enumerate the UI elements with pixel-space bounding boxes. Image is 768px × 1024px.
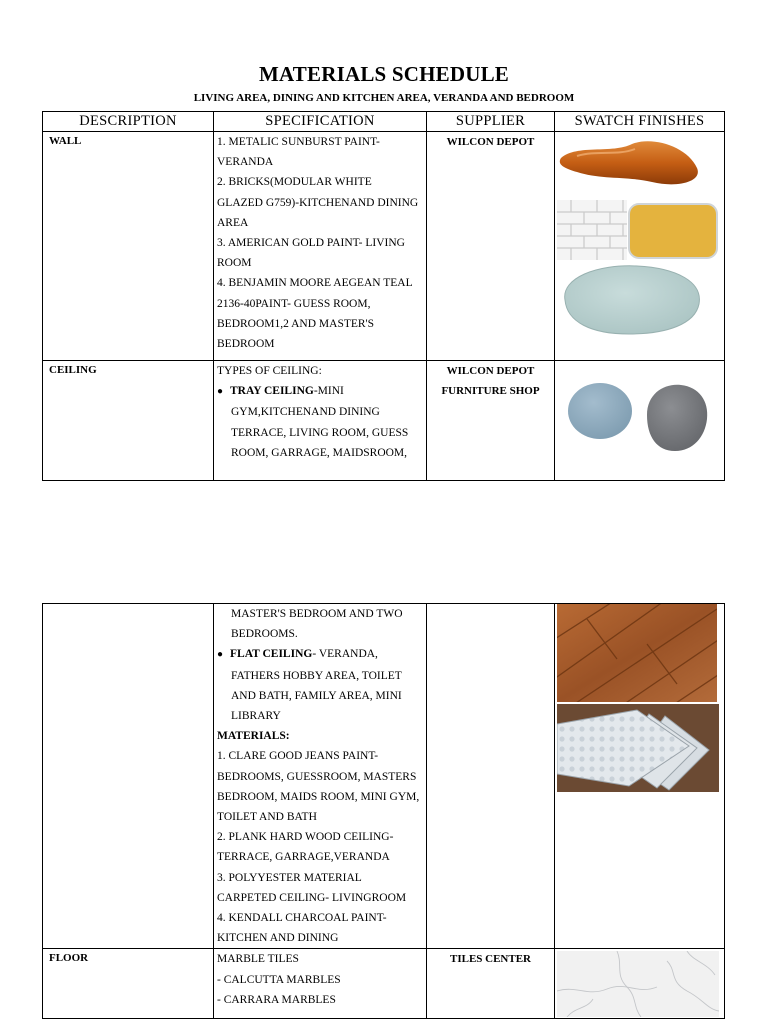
table-row-ceiling-cont xyxy=(43,604,725,949)
tray-ceiling-label: TRAY CEILING xyxy=(230,385,314,398)
aegean-teal-swatch xyxy=(557,260,705,340)
header-specification: SPECIFICATION xyxy=(214,112,427,132)
spec-line: FATHERS HOBBY AREA, TOILET xyxy=(231,669,402,682)
supplier-name: TILES CENTER xyxy=(449,953,531,966)
ceiling-tiles-swatch xyxy=(557,704,719,792)
marble-swatch xyxy=(557,951,719,1017)
spec-line: MASTER'S BEDROOM AND TWO xyxy=(231,608,403,620)
floor-specification xyxy=(214,949,427,1019)
spec-line: 2136-40PAINT- GUESS ROOM, xyxy=(217,297,371,310)
spec-line: GLAZED G759)-KITCHENAND DINING xyxy=(217,196,419,209)
flat-ceiling-label: FLAT CEILING xyxy=(230,648,313,661)
table-row-floor xyxy=(43,949,725,1019)
header-supplier: SUPPLIER xyxy=(427,112,555,132)
spec-line: 4. BENJAMIN MOORE AEGEAN TEAL xyxy=(217,277,413,290)
spec-line: 3. AMERICAN GOLD PAINT- LIVING xyxy=(217,237,405,250)
spec-line: GYM,KITCHENAND DINING xyxy=(231,406,380,419)
wall-swatches xyxy=(555,132,725,361)
ceiling-cont-swatches xyxy=(555,604,725,949)
spec-line: BEDROOMS. xyxy=(231,628,298,641)
table-row-wall xyxy=(43,132,725,361)
spec-text: - VERANDA, xyxy=(312,648,378,661)
spec-line: BEDROOMS, GUESSROOM, MASTERS xyxy=(217,770,417,783)
materials-table-2 xyxy=(42,603,725,1019)
supplier-name: WILCON DEPOT xyxy=(446,136,535,148)
materials-table-1 xyxy=(42,111,725,481)
supplier-name: FURNITURE SHOP xyxy=(441,385,540,398)
header-swatch-finishes: SWATCH FINISHES xyxy=(555,112,725,132)
floor-description: FLOOR xyxy=(43,949,214,1019)
metallic-sunburst-swatch xyxy=(557,136,703,196)
spec-line: TERRACE, GARRAGE,VERANDA xyxy=(217,851,390,864)
spec-line: TERRACE, LIVING ROOM, GUESS xyxy=(231,426,409,439)
spec-line: LIBRARY xyxy=(231,710,281,723)
spec-line xyxy=(217,726,424,746)
table-row-ceiling xyxy=(43,361,725,481)
page-subtitle: LIVING AREA, DINING AND KITCHEN AREA, VERANDA AND BEDROOM xyxy=(193,92,575,104)
spec-line xyxy=(217,381,424,402)
header-row xyxy=(43,112,725,132)
spec-line: KITCHEN AND DINING xyxy=(217,932,339,945)
american-gold-swatch xyxy=(627,202,719,260)
ceiling-swatches xyxy=(555,361,725,481)
wall-description: WALL xyxy=(43,132,214,361)
spec-line: ROOM xyxy=(217,257,252,270)
spec-line: BEDROOM, MAIDS ROOM, MINI GYM, xyxy=(217,790,420,803)
materials-label: MATERIALS: xyxy=(217,730,290,743)
spec-line: TOILET AND BATH xyxy=(217,811,317,824)
ceiling-description: CEILING xyxy=(43,361,214,481)
spec-line: 3. POLYYESTER MATERIAL xyxy=(217,871,362,884)
spec-line: ROOM, GARRAGE, MAIDSROOM, xyxy=(231,446,408,459)
spec-line: AREA xyxy=(217,216,249,229)
spec-line xyxy=(217,644,424,665)
ceiling-cont-description xyxy=(43,604,214,949)
spec-line: 2. BRICKS(MODULAR WHITE xyxy=(217,176,372,189)
kendall-charcoal-swatch xyxy=(641,379,711,455)
ceiling-specification xyxy=(214,361,427,481)
spec-line: AND BATH, FAMILY AREA, MINI xyxy=(231,689,402,702)
clare-jeans-swatch xyxy=(565,379,635,443)
ceiling-cont-supplier xyxy=(427,604,555,949)
spec-line: BEDROOM1,2 AND MASTER'S xyxy=(217,317,375,330)
page-title: MATERIALS SCHEDULE xyxy=(258,62,509,86)
white-brick-swatch xyxy=(557,200,627,260)
supplier-name: WILCON DEPOT xyxy=(446,365,535,377)
spec-line: VERANDA xyxy=(217,156,274,169)
spec-line: MARBLE TILES xyxy=(217,953,299,966)
wall-specification xyxy=(214,132,427,361)
floor-swatches xyxy=(555,949,725,1019)
spec-line: TYPES OF CEILING: xyxy=(217,365,322,377)
spec-line: CARPETED CEILING- LIVINGROOM xyxy=(217,891,407,904)
spec-line: - CARRARA MARBLES xyxy=(217,993,336,1006)
spec-line: 2. PLANK HARD WOOD CEILING- xyxy=(217,831,394,844)
wall-supplier xyxy=(427,132,555,361)
bullet-icon: ● xyxy=(217,386,224,398)
spec-line: 1. METALIC SUNBURST PAINT- xyxy=(217,136,380,148)
spec-line: BEDROOM xyxy=(217,338,275,351)
ceiling-supplier xyxy=(427,361,555,481)
spec-text: -MINI xyxy=(313,385,344,398)
ceiling-cont-specification xyxy=(214,604,427,949)
spec-line: 1. CLARE GOOD JEANS PAINT- xyxy=(217,750,379,763)
spec-line: - CALCUTTA MARBLES xyxy=(217,973,341,986)
bullet-icon: ● xyxy=(217,649,224,661)
hardwood-ceiling-swatch xyxy=(557,604,717,702)
header-description: DESCRIPTION xyxy=(43,112,214,132)
spec-line: 4. KENDALL CHARCOAL PAINT- xyxy=(217,912,387,925)
floor-supplier xyxy=(427,949,555,1019)
